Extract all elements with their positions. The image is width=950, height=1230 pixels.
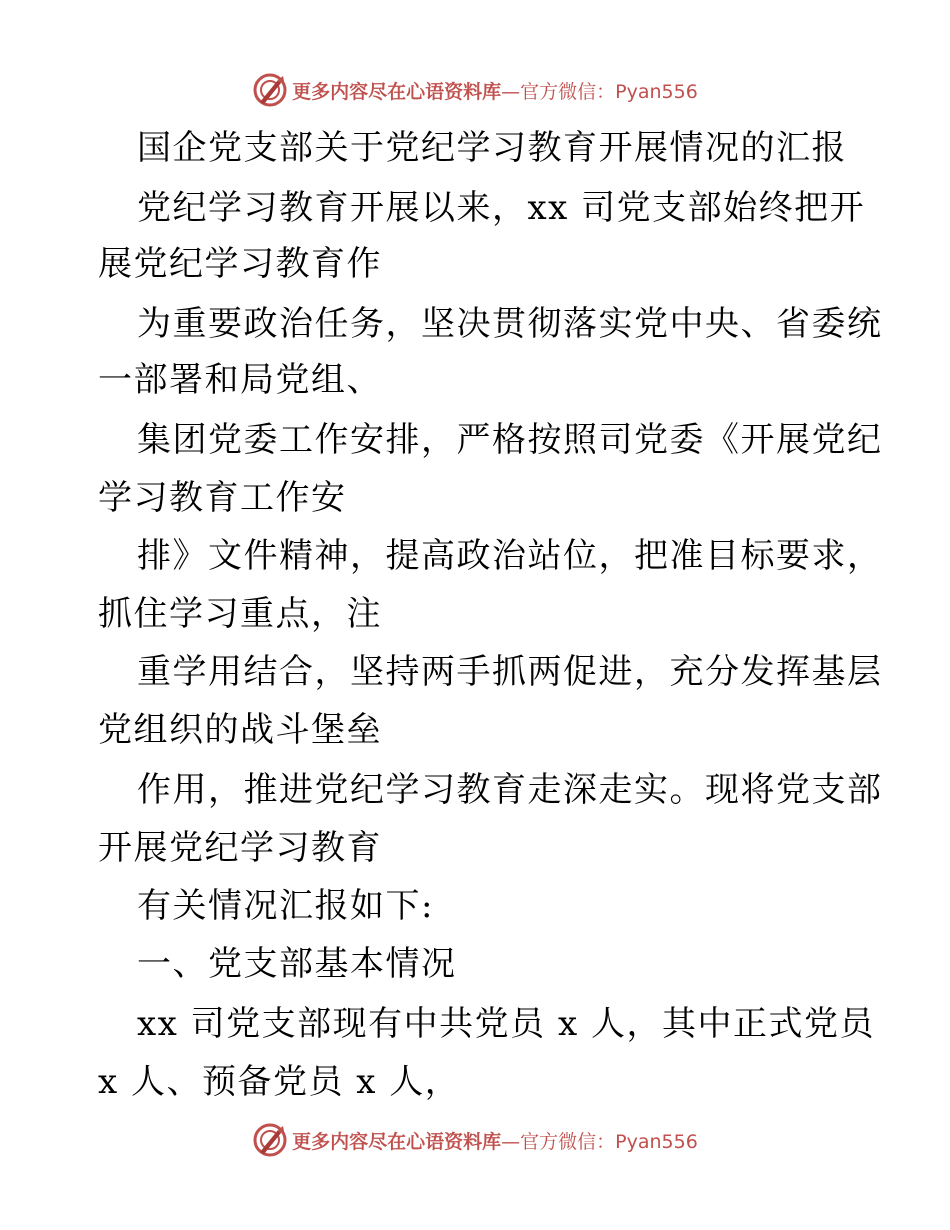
paragraph-line: 有关情况汇报如下: xyxy=(137,886,434,926)
paragraph-line: xx 司党支部现有中共党员 x 人，其中正式党员 xyxy=(137,1004,875,1044)
watermark-wechat: —官方微信：Pyan556 xyxy=(501,1130,698,1153)
watermark-text: 更多内容尽在心语资料库 xyxy=(292,80,502,103)
paragraph-line: 集团党委工作安排，严格按照司党委《开展党纪 xyxy=(137,420,883,460)
watermark-banner-bottom xyxy=(0,1118,950,1162)
watermark-text: 更多内容尽在心语资料库 xyxy=(292,1130,502,1153)
paragraph-line: 重学用结合，坚持两手抓两促进，充分发挥基层 xyxy=(137,652,883,692)
paragraph-line: 一部署和局党组、 xyxy=(98,360,382,400)
paragraph-line: x 人、预备党员 x 人， xyxy=(98,1062,461,1102)
paragraph-line: 抓住学习重点，注 xyxy=(98,594,382,634)
watermark-wechat: —官方微信：Pyan556 xyxy=(501,80,698,103)
quill-logo-icon xyxy=(252,72,288,108)
paragraph-line: 为重要政治任务，坚决贯彻落实党中央、省委统 xyxy=(137,304,883,344)
paragraph-line: 排》文件精神，提高政治站位，把准目标要求， xyxy=(137,536,883,576)
paragraph-line: 学习教育工作安 xyxy=(98,478,347,518)
paragraph-line: 开展党纪学习教育 xyxy=(98,828,382,868)
watermark-banner-top xyxy=(0,68,950,112)
section-heading: 一、党支部基本情况 xyxy=(137,944,457,984)
paragraph-line: 党组织的战斗堡垒 xyxy=(98,710,382,750)
quill-logo-icon xyxy=(252,1122,288,1158)
paragraph-line: 党纪学习教育开展以来，xx 司党支部始终把开 xyxy=(137,188,866,228)
paragraph-line: 展党纪学习教育作 xyxy=(98,244,382,284)
document-title: 国企党支部关于党纪学习教育开展情况的汇报 xyxy=(137,128,847,168)
paragraph-line: 作用，推进党纪学习教育走深走实。现将党支部 xyxy=(137,770,883,810)
